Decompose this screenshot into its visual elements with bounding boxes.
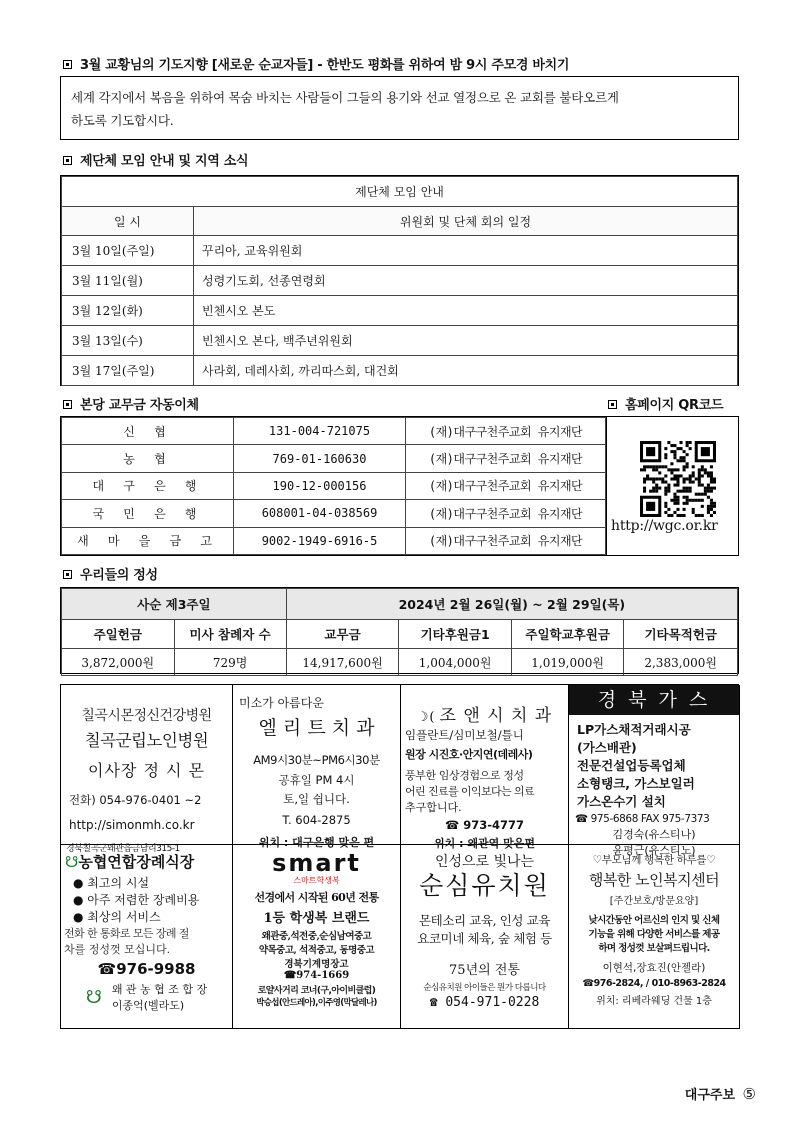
table-row xyxy=(62,418,606,445)
ad-text: 낮시간동안 어르신의 인지 및 신체 xyxy=(588,915,720,926)
meetings-table xyxy=(60,175,739,386)
offering-header: 교무금 xyxy=(286,620,399,649)
prayer-box xyxy=(60,76,739,140)
table-row xyxy=(62,500,606,527)
offering-value: 14,917,600원 xyxy=(286,649,399,676)
offerings-table xyxy=(60,587,739,674)
ad-text: 미소가 아름다운 xyxy=(239,696,324,710)
bullet-icon: ● xyxy=(73,893,88,907)
ad-text: T. 604-2875 xyxy=(282,813,351,827)
ad-gyeongbuk-gas xyxy=(569,685,740,857)
ad-hospital xyxy=(61,685,233,854)
ad-text: 1등 학생복 브랜드 xyxy=(263,911,370,926)
ad-text: 위치: 리베라웨딩 건물 1층 xyxy=(596,996,712,1007)
homepage-url[interactable]: http://wgc.or.kr xyxy=(611,518,718,534)
account-holder: (재)대구구천주교회 유지재단 xyxy=(406,527,606,554)
meeting-date: 3월 10일(주일) xyxy=(62,236,194,266)
meetings-table-title: 제단체 모임 안내 xyxy=(62,177,738,207)
ad-text: ♡부모님께 행복한 하루를♡ xyxy=(592,854,716,866)
table-row xyxy=(62,326,738,356)
ad-text: 김경숙(유스티나) xyxy=(612,828,696,841)
bank-name: 대 구 은 행 xyxy=(62,472,234,499)
ad-text: 행복한 노인복지센터 xyxy=(588,871,720,889)
nh-logo-icon: ☋ xyxy=(85,986,102,1008)
meeting-date: 3월 12일(화) xyxy=(62,296,194,326)
ad-text: 인성으로 빛나는 xyxy=(434,854,535,870)
offering-value: 1,004,000원 xyxy=(399,649,512,676)
ad-text: 소형탱크, 가스보일러 xyxy=(577,776,695,791)
ad-text: 조 앤 시 치 과 xyxy=(439,706,553,726)
account-holder: (재)대구구천주교회 유지재단 xyxy=(406,445,606,472)
ad-text: 경북기계명장고 xyxy=(284,959,349,970)
offering-header: 주일학교후원금 xyxy=(511,620,624,649)
ad-text: 약목중고, 석적중고, 동명중고 xyxy=(258,945,375,956)
col-date-header: 일 시 xyxy=(62,207,194,236)
ad-text: ☎976-9988 xyxy=(97,960,196,978)
ad-smart-uniform xyxy=(233,845,401,1029)
ad-text: 전문건설업등록업체 xyxy=(577,758,686,773)
ad-text: ☎ 054-971-0228 xyxy=(429,995,540,1010)
tooth-logo-icon: ☽( xyxy=(416,710,436,725)
meeting-schedule: 사라회, 데레사회, 까리따스회, 대건회 xyxy=(194,356,738,386)
account-number[interactable]: 190-12-000156 xyxy=(234,472,406,499)
ad-text: 하며 정성껏 보살펴드립니다. xyxy=(598,943,710,954)
bullet-icon: ● xyxy=(73,876,88,890)
nh-logo-icon: ☋ xyxy=(65,853,79,871)
table-row xyxy=(62,236,738,266)
ad-text: 선경에서 시작된 60년 전통 xyxy=(254,891,379,904)
ad-bullet-row xyxy=(61,891,232,908)
footer-title: 대구주보 xyxy=(684,1088,736,1103)
ad-bullet-row xyxy=(61,874,232,891)
offering-header: 미사 참례자 수 xyxy=(174,620,286,649)
account-number[interactable]: 9002-1949-6916-5 xyxy=(234,527,406,554)
ad-text: 이사장 정 시 몬 xyxy=(88,761,205,780)
offerings-week: 사순 제3주일 xyxy=(62,589,287,620)
bullet-icon: ● xyxy=(73,910,88,924)
bank-name: 신 협 xyxy=(62,418,234,445)
ad-text: 최고의 시설 xyxy=(87,876,150,890)
square-bullet-icon xyxy=(63,156,72,165)
ad-text: ☎976-2824, / 010-8963-2824 xyxy=(582,978,726,989)
offering-value: 2,383,000원 xyxy=(624,649,738,676)
ad-text: 왜 관 농 협 조 합 장 xyxy=(111,983,208,996)
bank-name: 농 협 xyxy=(62,445,234,472)
bank-name: 국 민 은 행 xyxy=(62,500,234,527)
account-number[interactable]: 769-01-160630 xyxy=(234,445,406,472)
ad-text: 75년의 전통 xyxy=(449,963,520,978)
ad-text: 순심유치원 xyxy=(419,871,550,900)
ad-text: LP가스채적거래시공 xyxy=(577,722,691,737)
ad-sunsim-kindergarten xyxy=(401,845,569,1029)
ad-text: 원장 시진호·안지연(데레사) xyxy=(405,748,533,761)
ad-text: 이현석,장효진(안젤라) xyxy=(602,962,706,974)
ad-text: 풍부한 임상경험으로 정성 xyxy=(405,769,524,782)
col-schedule-header: 위원회 및 단체 회의 일정 xyxy=(194,207,738,236)
ad-text: 경북칠곡군왜관읍금남리315-1 xyxy=(66,844,180,854)
ad-text: 가스온수기 설치 xyxy=(577,794,666,809)
meeting-schedule: 빈첸시오 본도 xyxy=(194,296,738,326)
offering-value: 3,872,000원 xyxy=(62,649,175,676)
square-bullet-icon xyxy=(63,60,72,69)
ad-text: 왜관중,석전중,순심남여중고 xyxy=(261,931,372,942)
ad-text: 기능을 위해 다양한 서비스를 제공 xyxy=(588,929,720,940)
offering-header: 주일헌금 xyxy=(62,620,175,649)
qr-code-icon[interactable] xyxy=(640,441,716,517)
table-row xyxy=(62,266,738,296)
prayer-line: 세계 각지에서 복음을 위하여 목숨 바치는 사람들이 그들의 용기와 선교 열정으로 온 교회를 불타오르게 xyxy=(71,90,619,105)
ad-title-row xyxy=(61,851,232,872)
ad-text: 위치 : 왜관역 맞은편 xyxy=(434,837,535,850)
offerings-period: 2024년 2월 26일(월) ~ 2월 29일(목) xyxy=(286,589,737,620)
ad-text: 토,일 쉽니다. xyxy=(283,792,350,806)
meeting-schedule: 꾸리아, 교육위원회 xyxy=(194,236,738,266)
offerings-heading: 우리들의 정성 xyxy=(63,564,158,583)
ad-text: AM9시30분~PM6시30분 xyxy=(253,753,380,767)
ad-title-row xyxy=(401,701,568,726)
ad-text: 추구합니다. xyxy=(405,801,462,814)
smart-logo-icon: smart xyxy=(272,849,361,877)
ad-text: 스마트학생복 xyxy=(293,876,340,885)
ad-text: 농협연합장례식장 xyxy=(78,853,195,871)
square-bullet-icon xyxy=(608,400,617,409)
meeting-date: 3월 13일(수) xyxy=(62,326,194,356)
meeting-schedule: 성령기도회, 선종연령회 xyxy=(194,266,738,296)
table-row xyxy=(62,445,606,472)
ad-text: 로얄사거리 코너(구,아이비클럽) xyxy=(257,986,376,996)
ad-funeral-hall xyxy=(61,845,233,1029)
offering-value: 729명 xyxy=(174,649,286,676)
account-holder: (재)대구구천주교회 유지재단 xyxy=(406,418,606,445)
offering-header: 기타목적헌금 xyxy=(624,620,738,649)
ad-joen-dental xyxy=(401,685,569,850)
ad-text: 칠곡시몬정신건강병원 xyxy=(81,708,212,724)
bank-name: 새 마 을 금 고 xyxy=(62,527,234,554)
meetings-heading: 제단체 모임 안내 및 지역 소식 xyxy=(63,150,248,169)
ad-text: 몬테소리 교육, 인성 교육 xyxy=(418,913,551,928)
ad-text: 임플란트/심미보철/틀니 xyxy=(405,728,524,742)
ad-text: 전화) 054-976-0401 ~2 xyxy=(69,793,202,807)
ad-bullet-row xyxy=(61,908,232,925)
ad-text: 칠곡군립노인병원 xyxy=(84,731,209,750)
ad-text: 차를 정성껏 모십니다. xyxy=(64,943,171,956)
qr-box xyxy=(606,416,739,556)
ad-link[interactable]: http://simonmh.co.kr xyxy=(69,818,195,832)
ad-text: 이종억(벨라도) xyxy=(111,999,185,1012)
ad-text: [주간보호/방문요양] xyxy=(609,896,699,907)
square-bullet-icon xyxy=(63,400,72,409)
meeting-schedule: 빈첸시오 본다, 백주년위원회 xyxy=(194,326,738,356)
ad-text: 공휴일 PM 4시 xyxy=(278,773,355,787)
accounts-table xyxy=(60,416,607,556)
account-number[interactable]: 131-004-721075 xyxy=(234,418,406,445)
account-holder: (재)대구구천주교회 유지재단 xyxy=(406,472,606,499)
ad-text: 위치 : 대구은행 맞은 편 xyxy=(258,836,375,849)
offering-value: 1,019,000원 xyxy=(511,649,624,676)
ad-text: 아주 저렴한 장례비용 xyxy=(87,893,200,907)
footer xyxy=(685,1084,756,1103)
meeting-date: 3월 11일(월) xyxy=(62,266,194,296)
table-row xyxy=(62,356,738,386)
offering-header: 기타후원금1 xyxy=(399,620,512,649)
prayer-heading: 3월 교황님의 기도지향 [새로운 순교자들] - 한반도 평화를 위하여 밤 9시 주모경 바치기 xyxy=(63,54,569,73)
ad-text: ☎974-1669 xyxy=(283,970,350,981)
account-number[interactable]: 608001-04-038569 xyxy=(234,500,406,527)
qr-heading: 홈페이지 QR코드 xyxy=(608,394,723,413)
ads-grid xyxy=(60,684,739,1029)
prayer-line: 하도록 기도합시다. xyxy=(71,113,174,128)
ad-text: (가스배관) xyxy=(577,740,637,755)
ad-text: 박승섭(안드레아),이주영(막달레나) xyxy=(256,998,377,1008)
ad-text: 엘 리 트 치 과 xyxy=(258,717,375,739)
ad-text: 전화 한 통화로 모든 장례 절 xyxy=(64,927,189,940)
ad-text: 요코미네 체육, 숲 체험 등 xyxy=(417,931,552,946)
meeting-date: 3월 17일(주일) xyxy=(62,356,194,386)
ad-text: 최상의 서비스 xyxy=(87,910,161,924)
ad-text: ☎ 975-6868 FAX 975-7373 xyxy=(575,813,710,825)
square-bullet-icon xyxy=(63,570,72,579)
table-row xyxy=(62,472,606,499)
table-row xyxy=(62,296,738,326)
ad-text: 어린 진료를 이익보다는 의료 xyxy=(405,785,535,798)
ad-text: 윤평근(유스티노) xyxy=(612,844,696,857)
ad-text: 순심유치원 아이들은 뭔가 다릅니다 xyxy=(423,983,546,993)
ad-senior-welfare xyxy=(569,845,740,1029)
ad-owner-row xyxy=(61,981,232,1013)
accounts-heading: 본당 교무금 자동이체 xyxy=(63,394,199,413)
ad-elite-dental xyxy=(233,685,401,849)
table-row xyxy=(62,527,606,554)
ad-text: ☎ 973-4777 xyxy=(444,818,525,832)
ad-title: 경 북 가 스 xyxy=(569,685,739,715)
page-number: ⑤ xyxy=(742,1085,756,1103)
account-holder: (재)대구구천주교회 유지재단 xyxy=(406,500,606,527)
